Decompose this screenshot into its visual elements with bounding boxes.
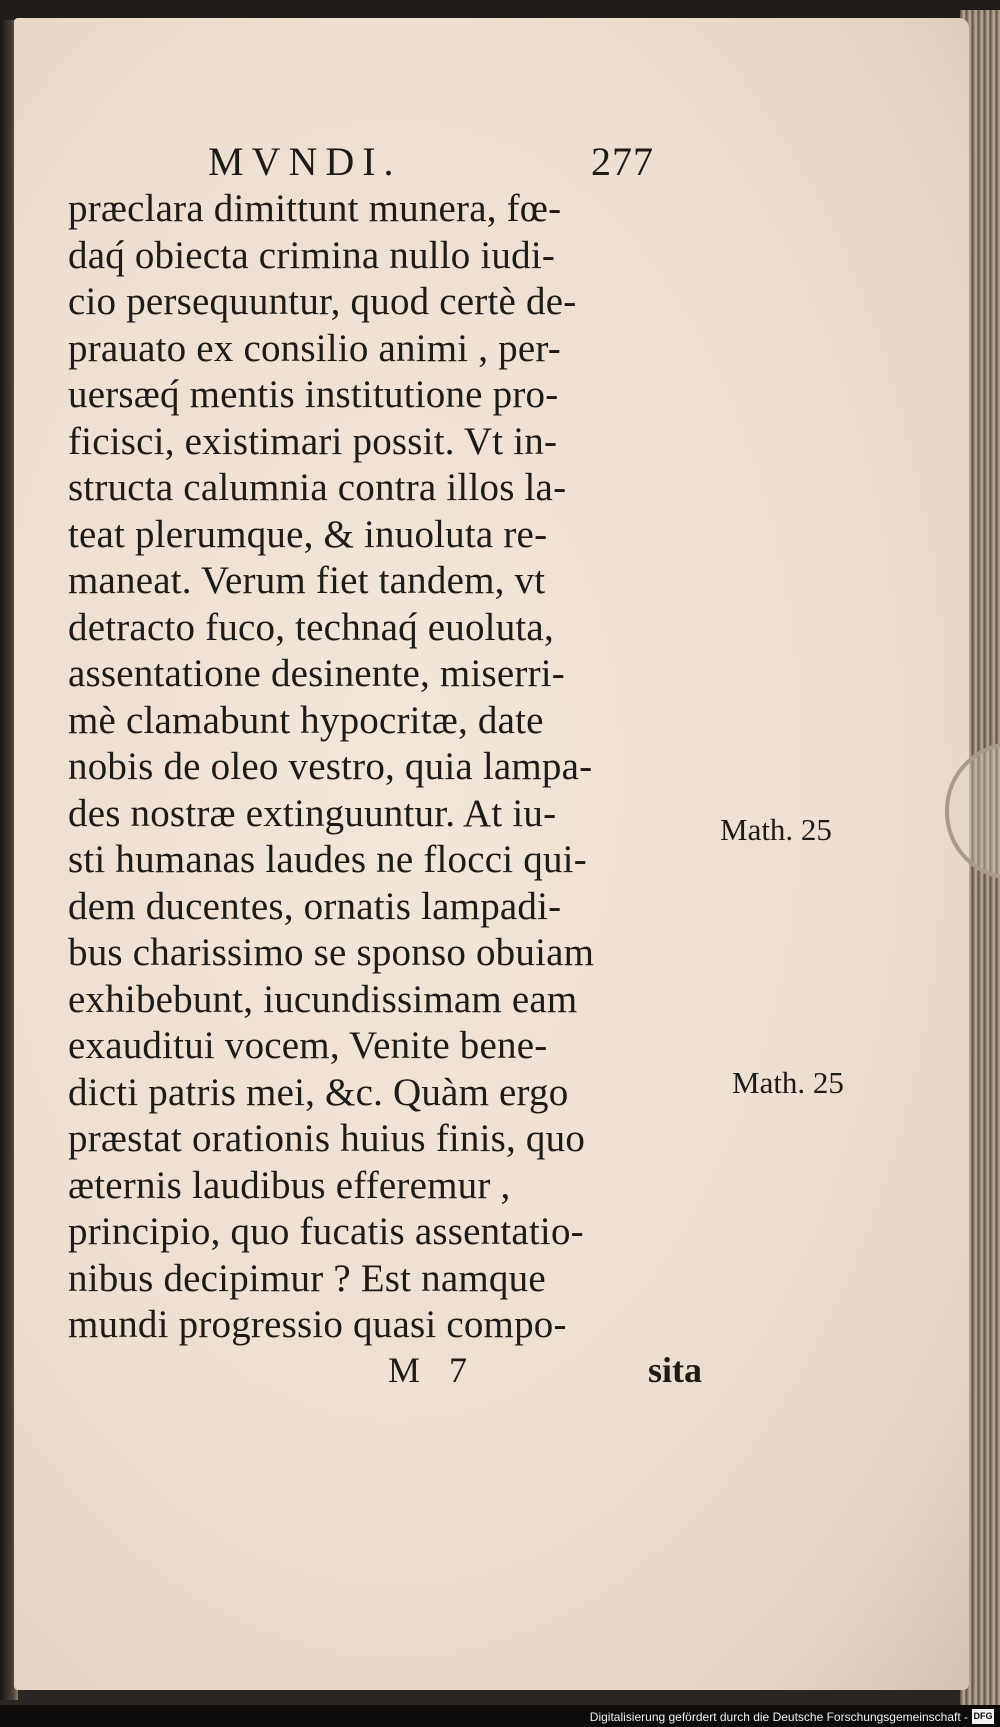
text-line: sti humanas laudes ne flocci qui- bbox=[68, 838, 587, 881]
text-line: præclara dimittunt munera, fœ- bbox=[68, 187, 562, 230]
text-line: nobis de oleo vestro, quia lampa- bbox=[68, 745, 593, 788]
running-head bbox=[68, 138, 708, 186]
text-line: maneat. Verum fiet tandem, vt bbox=[68, 559, 546, 602]
text-block bbox=[68, 138, 708, 1395]
margin-note: Math. 25 bbox=[720, 812, 832, 847]
text-line: principio, quo fucatis assentatio- bbox=[68, 1210, 584, 1253]
text-line: dem ducentes, ornatis lampadi- bbox=[68, 884, 562, 928]
page-number: 277 bbox=[591, 139, 654, 184]
signature-mark: M 7 bbox=[388, 1349, 478, 1390]
text-line: exhibebunt, iucundissimam eam bbox=[68, 977, 578, 1021]
text-line: structa calumnia contra illos la- bbox=[68, 466, 567, 509]
text-line: æternis laudibus efferemur , bbox=[68, 1163, 511, 1207]
text-line: præstat orationis huius finis, quo bbox=[68, 1117, 586, 1160]
text-line: cio persequuntur, quod certè de- bbox=[68, 280, 577, 323]
text-line: detracto fuco, technaq́ euoluta, bbox=[68, 605, 554, 649]
text-line: des nostræ extinguuntur. At iu- bbox=[68, 791, 557, 835]
text-line: mè clamabunt hypocritæ, date bbox=[68, 698, 544, 742]
dfg-logo-icon: DFG bbox=[972, 1709, 994, 1724]
text-line: dicti patris mei, &c. Quàm ergo bbox=[68, 1070, 569, 1114]
text-line: prauato ex consilio animi , per- bbox=[68, 326, 561, 370]
text-line: teat plerumque, & inuoluta re- bbox=[68, 512, 548, 556]
funding-credit: Digitalisierung gefördert durch die Deutsche Forschungsgemeinschaft - bbox=[589, 1710, 968, 1724]
text-line: assentatione desinente, miserri- bbox=[68, 652, 565, 695]
text-line: bus charissimo se sponso obuiam bbox=[68, 931, 595, 974]
margin-note: Math. 25 bbox=[732, 1065, 844, 1100]
text-line: exauditui vocem, Venite bene- bbox=[68, 1024, 548, 1067]
page-footer bbox=[68, 1349, 708, 1395]
text-line: mundi progressio quasi compo- bbox=[68, 1303, 567, 1346]
text-line: daq́ obiecta crimina nullo iudi- bbox=[68, 233, 556, 277]
text-line: nibus decipimur ? Est namque bbox=[68, 1256, 546, 1300]
credit-bar bbox=[0, 1705, 1000, 1727]
running-title: MVNDI. bbox=[208, 139, 402, 184]
text-line: ficisci, existimari possit. Vt in- bbox=[68, 419, 558, 463]
catchword: sita bbox=[648, 1349, 702, 1390]
text-line: uersæq́ mentis institutione pro- bbox=[68, 373, 559, 416]
